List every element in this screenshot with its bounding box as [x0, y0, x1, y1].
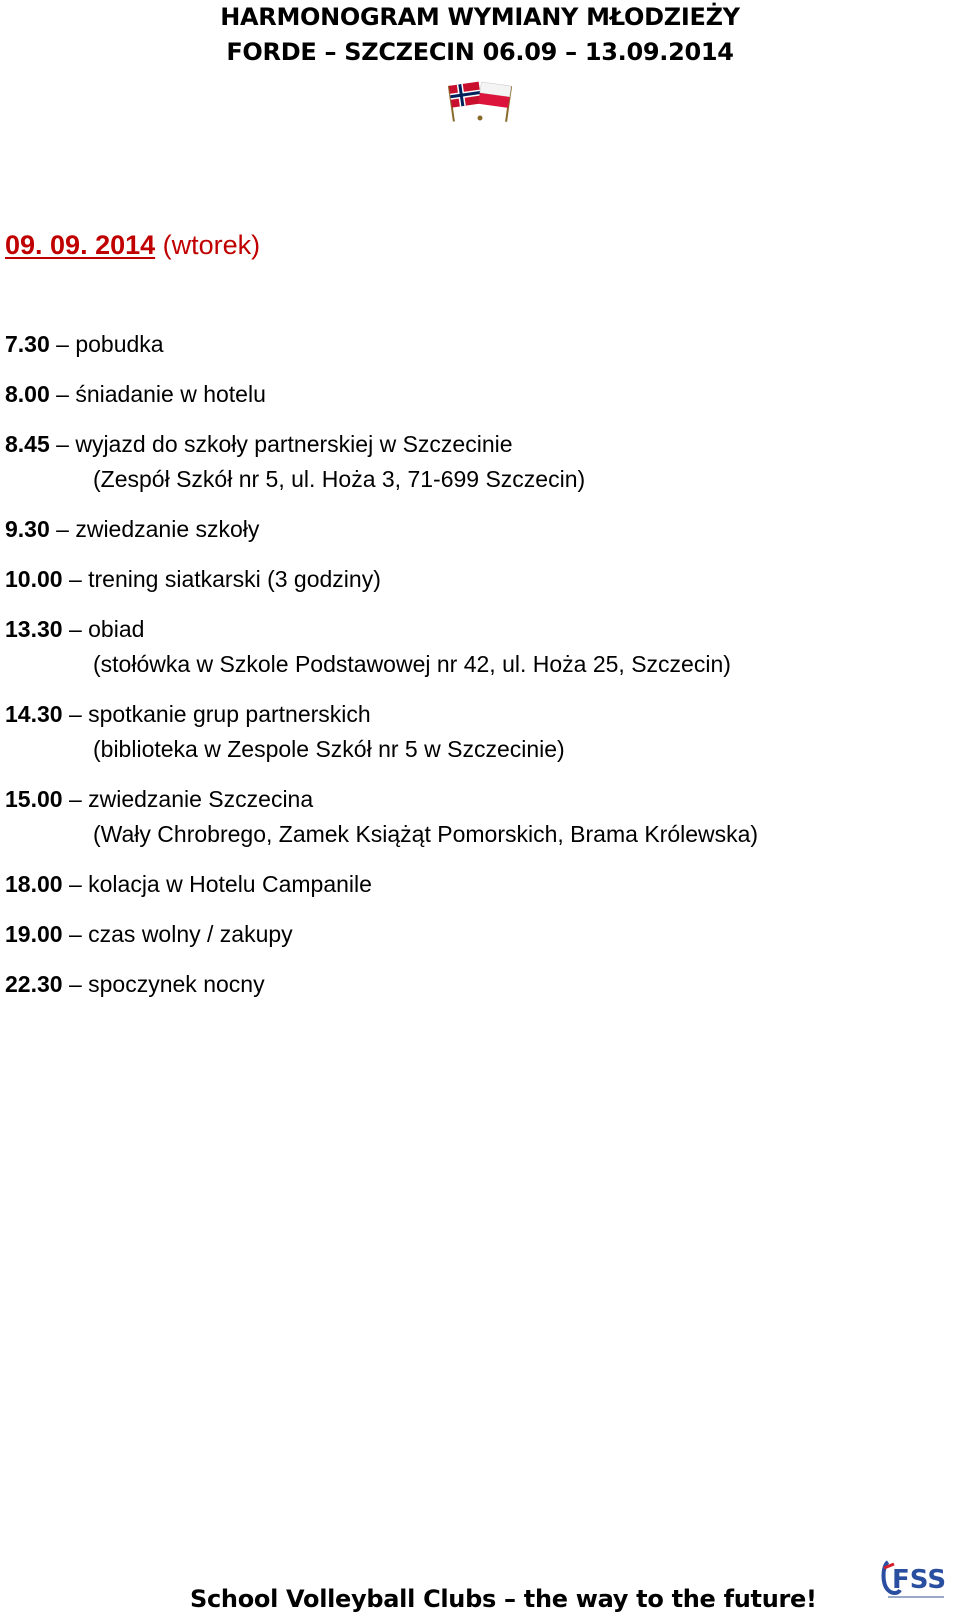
- schedule-time: 8.45: [5, 431, 50, 457]
- schedule-item: [5, 616, 144, 643]
- schedule-item: [5, 786, 313, 813]
- schedule-item: [5, 921, 293, 948]
- schedule-item: [5, 431, 513, 458]
- schedule-text: – spotkanie grup partnerskich: [62, 701, 371, 727]
- norway-poland-flags-icon: [445, 78, 515, 122]
- schedule-item: [5, 971, 265, 998]
- schedule-time: 8.00: [5, 381, 50, 407]
- schedule-text: – zwiedzanie szkoły: [49, 516, 260, 542]
- schedule-text: – spoczynek nocny: [62, 971, 265, 997]
- schedule-text: – zwiedzanie Szczecina: [62, 786, 314, 812]
- schedule-time: 18.00: [5, 871, 63, 897]
- schedule-item: [5, 566, 381, 593]
- schedule-time: 22.30: [5, 971, 63, 997]
- footer-slogan: School Volleyball Clubs – the way to the future!: [190, 1585, 817, 1613]
- schedule-note: (Zespół Szkół nr 5, ul. Hoża 3, 71-699 Szczecin): [93, 466, 586, 492]
- schedule-note: (biblioteka w Zespole Szkół nr 5 w Szczecinie): [93, 736, 565, 762]
- schedule-time: 9.30: [5, 516, 50, 542]
- schedule-time: 10.00: [5, 566, 63, 592]
- schedule-item: [5, 701, 371, 728]
- schedule-note: (stołówka w Szkole Podstawowej nr 42, ul. Hoża 25, Szczecin): [93, 651, 731, 677]
- day-date: 09. 09. 2014: [5, 230, 156, 260]
- schedule-text: – czas wolny / zakupy: [62, 921, 293, 947]
- schedule-item: [5, 381, 266, 408]
- schedule-item: [5, 871, 372, 898]
- fss-logo-text: FSS: [892, 1565, 947, 1595]
- schedule-item: [5, 331, 164, 358]
- day-weekday: (wtorek): [155, 230, 261, 260]
- schedule-text: – obiad: [62, 616, 145, 642]
- schedule-item: [5, 516, 259, 543]
- schedule-note: (Wały Chrobrego, Zamek Książąt Pomorskich, Brama Królewska): [93, 821, 759, 847]
- schedule-time: 15.00: [5, 786, 63, 812]
- day-heading: [5, 230, 260, 261]
- fss-logo-icon: [880, 1556, 950, 1602]
- schedule-text: – trening siatkarski (3 godziny): [62, 566, 381, 592]
- schedule-text: – wyjazd do szkoły partnerskiej w Szczecinie: [49, 431, 513, 457]
- schedule-time: 14.30: [5, 701, 63, 727]
- schedule-text: – pobudka: [49, 331, 164, 357]
- schedule-time: 7.30: [5, 331, 50, 357]
- schedule-time: 19.00: [5, 921, 63, 947]
- header-title: HARMONOGRAM WYMIANY MŁODZIEŻY: [220, 3, 740, 31]
- schedule-text: – śniadanie w hotelu: [49, 381, 266, 407]
- header-subtitle: FORDE – SZCZECIN 06.09 – 13.09.2014: [226, 38, 734, 66]
- schedule-text: – kolacja w Hotelu Campanile: [62, 871, 372, 897]
- schedule-time: 13.30: [5, 616, 63, 642]
